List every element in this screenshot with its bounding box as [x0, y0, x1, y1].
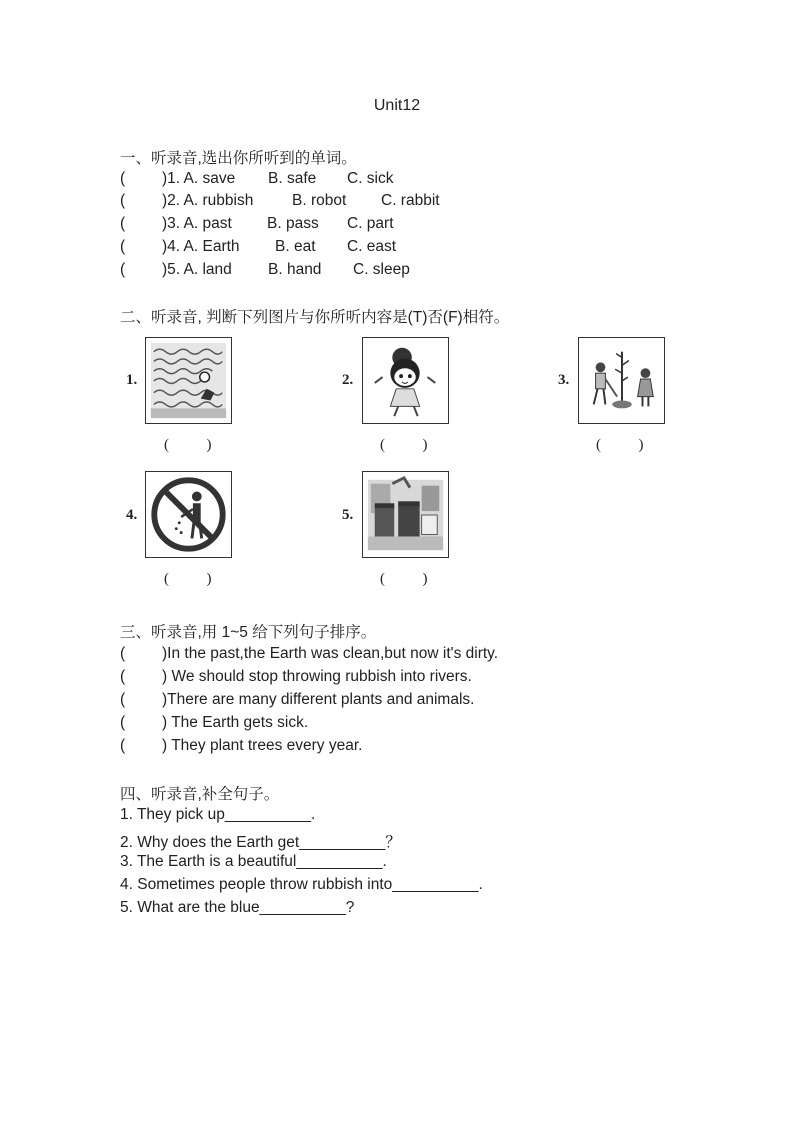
list-item — [120, 691, 475, 709]
answer-blank[interactable]: ( ) — [380, 437, 428, 453]
sentence: )There are many different plants and animals. — [162, 691, 475, 708]
list-item — [120, 714, 309, 732]
option-b: B. safe — [268, 170, 317, 187]
answer-blank[interactable]: ( ) — [596, 437, 644, 453]
answer-paren[interactable]: ( — [120, 238, 126, 255]
picture-number: 5. — [342, 507, 354, 523]
answer-paren[interactable]: ( — [120, 668, 126, 685]
answer-blank[interactable]: ( ) — [164, 437, 212, 453]
list-item — [120, 192, 440, 210]
option-c: C. part — [347, 215, 394, 232]
list-item — [120, 215, 394, 233]
picture-number: 2. — [342, 372, 354, 388]
sentence: ) We should stop throwing rubbish into rivers. — [162, 668, 472, 685]
list-item — [120, 238, 397, 256]
answer-paren[interactable]: ( — [120, 645, 126, 662]
option-c: C. sick — [347, 170, 394, 187]
list-item[interactable]: 1. They pick up__________. — [120, 806, 316, 823]
picture-number: 1. — [126, 372, 138, 388]
option-a: )3. A. past — [162, 215, 232, 232]
answer-paren[interactable]: ( — [120, 215, 126, 232]
planting-tree-picture — [578, 337, 665, 424]
no-littering-sign — [145, 471, 232, 558]
section-1-heading: 一、听录音,选出你所听到的单词。 — [120, 150, 357, 167]
option-a: )1. A. save — [162, 170, 236, 187]
option-c: C. east — [347, 238, 397, 255]
list-item — [120, 645, 499, 663]
option-a: )5. A. land — [162, 261, 232, 278]
option-b: B. hand — [268, 261, 322, 278]
option-c: C. sleep — [353, 261, 410, 278]
section-3-heading: 三、听录音,用 1~5 给下列句子排序。 — [120, 624, 377, 641]
list-item[interactable]: 2. Why does the Earth get__________？ — [120, 834, 401, 851]
list-item[interactable]: 5. What are the blue__________? — [120, 899, 355, 916]
no-littering-icon — [146, 472, 231, 557]
snowy-field-icon — [146, 338, 231, 423]
picture-number: 3. — [558, 372, 570, 388]
option-c: C. rabbit — [381, 192, 440, 209]
rubbish-bins-picture — [362, 471, 449, 558]
list-item — [120, 737, 363, 755]
answer-paren[interactable]: ( — [120, 691, 126, 708]
list-item[interactable]: 4. Sometimes people throw rubbish into__________. — [120, 876, 483, 893]
option-b: B. eat — [275, 238, 316, 255]
section-2-heading: 二、听录音, 判断下列图片与你所听内容是(T)否(F)相符。 — [120, 309, 510, 326]
sentence: ) They plant trees every year. — [162, 737, 363, 754]
answer-paren[interactable]: ( — [120, 192, 126, 209]
answer-paren[interactable]: ( — [120, 170, 126, 187]
cartoon-girl-icon — [363, 338, 448, 423]
cartoon-girl-picture — [362, 337, 449, 424]
picture-number: 4. — [126, 507, 138, 523]
rubbish-bins-icon — [363, 472, 448, 557]
snowy-field-picture — [145, 337, 232, 424]
answer-paren[interactable]: ( — [120, 714, 126, 731]
answer-paren[interactable]: ( — [120, 737, 126, 754]
sentence: )In the past,the Earth was clean,but now it's dirty. — [162, 645, 499, 662]
answer-blank[interactable]: ( ) — [380, 571, 428, 587]
option-b: B. robot — [292, 192, 347, 209]
list-item — [120, 668, 472, 686]
answer-paren[interactable]: ( — [120, 261, 126, 278]
list-item — [120, 170, 394, 188]
planting-tree-icon — [579, 338, 664, 423]
sentence: ) The Earth gets sick. — [162, 714, 309, 731]
option-b: B. pass — [267, 215, 319, 232]
option-a: )4. A. Earth — [162, 238, 240, 255]
option-a: )2. A. rubbish — [162, 192, 254, 209]
section-4-heading: 四、听录音,补全句子。 — [120, 786, 280, 803]
list-item[interactable]: 3. The Earth is a beautiful__________. — [120, 853, 387, 870]
answer-blank[interactable]: ( ) — [164, 571, 212, 587]
page-title: Unit12 — [373, 97, 421, 114]
list-item — [120, 261, 410, 279]
